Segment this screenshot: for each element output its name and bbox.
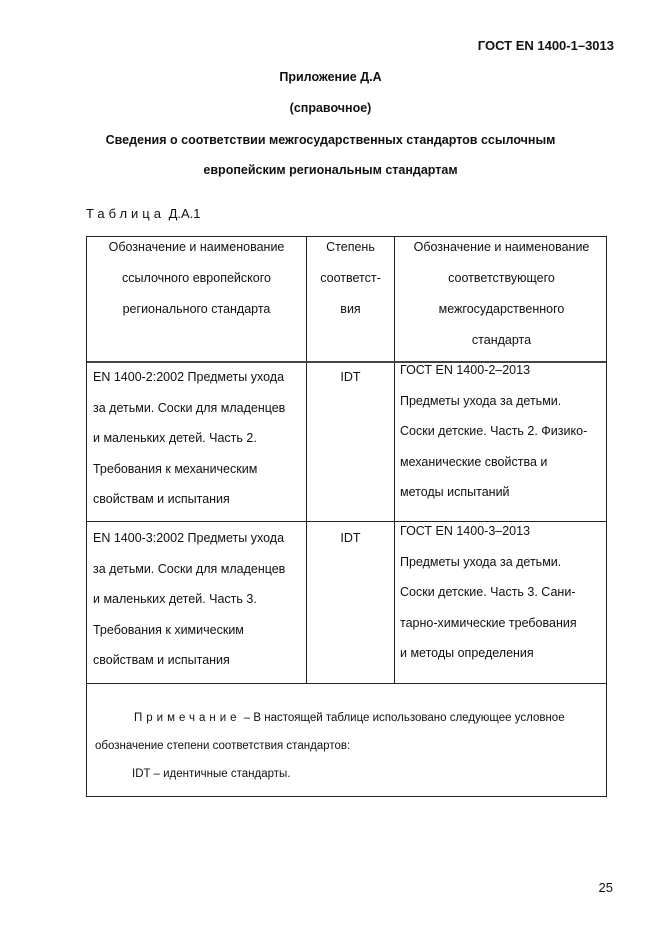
cell-text-line: и маленьких детей. Часть 2. xyxy=(93,431,257,445)
header-text-line: Обозначение и наименование xyxy=(108,240,285,254)
cell-text-line: за детьми. Соски для младенцев xyxy=(93,400,286,415)
table-note xyxy=(87,704,606,788)
cell-text-line: свойствам и испытания xyxy=(93,492,230,506)
cell-text-line: методы испытаний xyxy=(400,485,510,499)
table-caption xyxy=(86,206,201,221)
note-divider xyxy=(87,683,606,684)
note-line-3: IDT – идентичные стандарты. xyxy=(132,768,291,780)
note-text-1: – В настоящей таблице использовано следующее условное xyxy=(240,712,565,724)
header-degree xyxy=(307,232,394,325)
cell-text-line: Требования к химическим xyxy=(93,622,244,637)
document-code: ГОСТ EN 1400-1–3013 xyxy=(477,38,614,53)
degree-value: IDT xyxy=(340,370,361,384)
cell-text-line: ГОСТ EN 1400-2–2013 xyxy=(400,363,531,377)
header-text-line: соответст- xyxy=(320,271,381,285)
header-european-standard xyxy=(87,232,306,325)
note-label: Примечание xyxy=(134,712,241,724)
cell-text-line: Предметы ухода за детьми. xyxy=(400,393,562,408)
appendix-heading-line-1: Сведения о соответствии межгосударственных стандартов ссылочным xyxy=(105,133,556,147)
cell-text-line: и методы определения xyxy=(400,646,534,660)
cell-text-line: Соски детские. Часть 3. Сани- xyxy=(400,585,576,599)
appendix-heading-line-2: европейским региональным стандартам xyxy=(203,163,458,177)
header-interstate-standard xyxy=(395,232,608,356)
correspondence-table xyxy=(86,236,607,797)
row-2-interstate-standard xyxy=(400,516,605,669)
header-text-line: ссылочного европейского xyxy=(122,271,271,285)
header-text-line: регионального стандарта xyxy=(122,302,271,316)
note-line-2: обозначение степени соответствия стандартов: xyxy=(95,740,351,752)
cell-text-line: ГОСТ EN 1400-3–2013 xyxy=(400,524,531,538)
cell-text-line: за детьми. Соски для младенцев xyxy=(93,561,286,576)
degree-value: IDT xyxy=(340,531,361,545)
cell-text-line: тарно-химические требования xyxy=(400,615,577,630)
appendix-subtitle: (справочное) xyxy=(289,101,372,115)
row-2-european-standard xyxy=(93,523,303,676)
cell-text-line: механические свойства и xyxy=(400,454,548,469)
header-text-line: соответствующего xyxy=(448,271,555,285)
row-1-degree xyxy=(307,362,394,393)
cell-text-line: Соски детские. Часть 2. Физико- xyxy=(400,424,588,438)
table-caption-number: Д.А.1 xyxy=(168,206,201,221)
note-line-1 xyxy=(87,704,606,732)
cell-text-line: Предметы ухода за детьми. xyxy=(400,554,562,569)
cell-text-line: EN 1400-3:2002 Предметы ухода xyxy=(93,531,285,545)
row-2-degree xyxy=(307,523,394,554)
cell-text-line: свойствам и испытания xyxy=(93,653,230,667)
header-text-line: межгосударственного xyxy=(438,302,565,316)
row-1-european-standard xyxy=(93,362,303,515)
cell-text-line: EN 1400-2:2002 Предметы ухода xyxy=(93,370,285,384)
row-1-interstate-standard xyxy=(400,355,605,508)
header-text-line: стандарта xyxy=(471,333,532,347)
header-text-line: Степень xyxy=(326,240,375,254)
page-number: 25 xyxy=(598,880,613,895)
cell-text-line: Требования к механическим xyxy=(93,461,258,476)
header-text-line: вия xyxy=(340,302,361,316)
table-caption-word: Таблица xyxy=(86,206,165,221)
cell-text-line: и маленьких детей. Часть 3. xyxy=(93,592,257,606)
appendix-title: Приложение Д.А xyxy=(279,70,382,84)
header-text-line: Обозначение и наименование xyxy=(413,240,590,254)
